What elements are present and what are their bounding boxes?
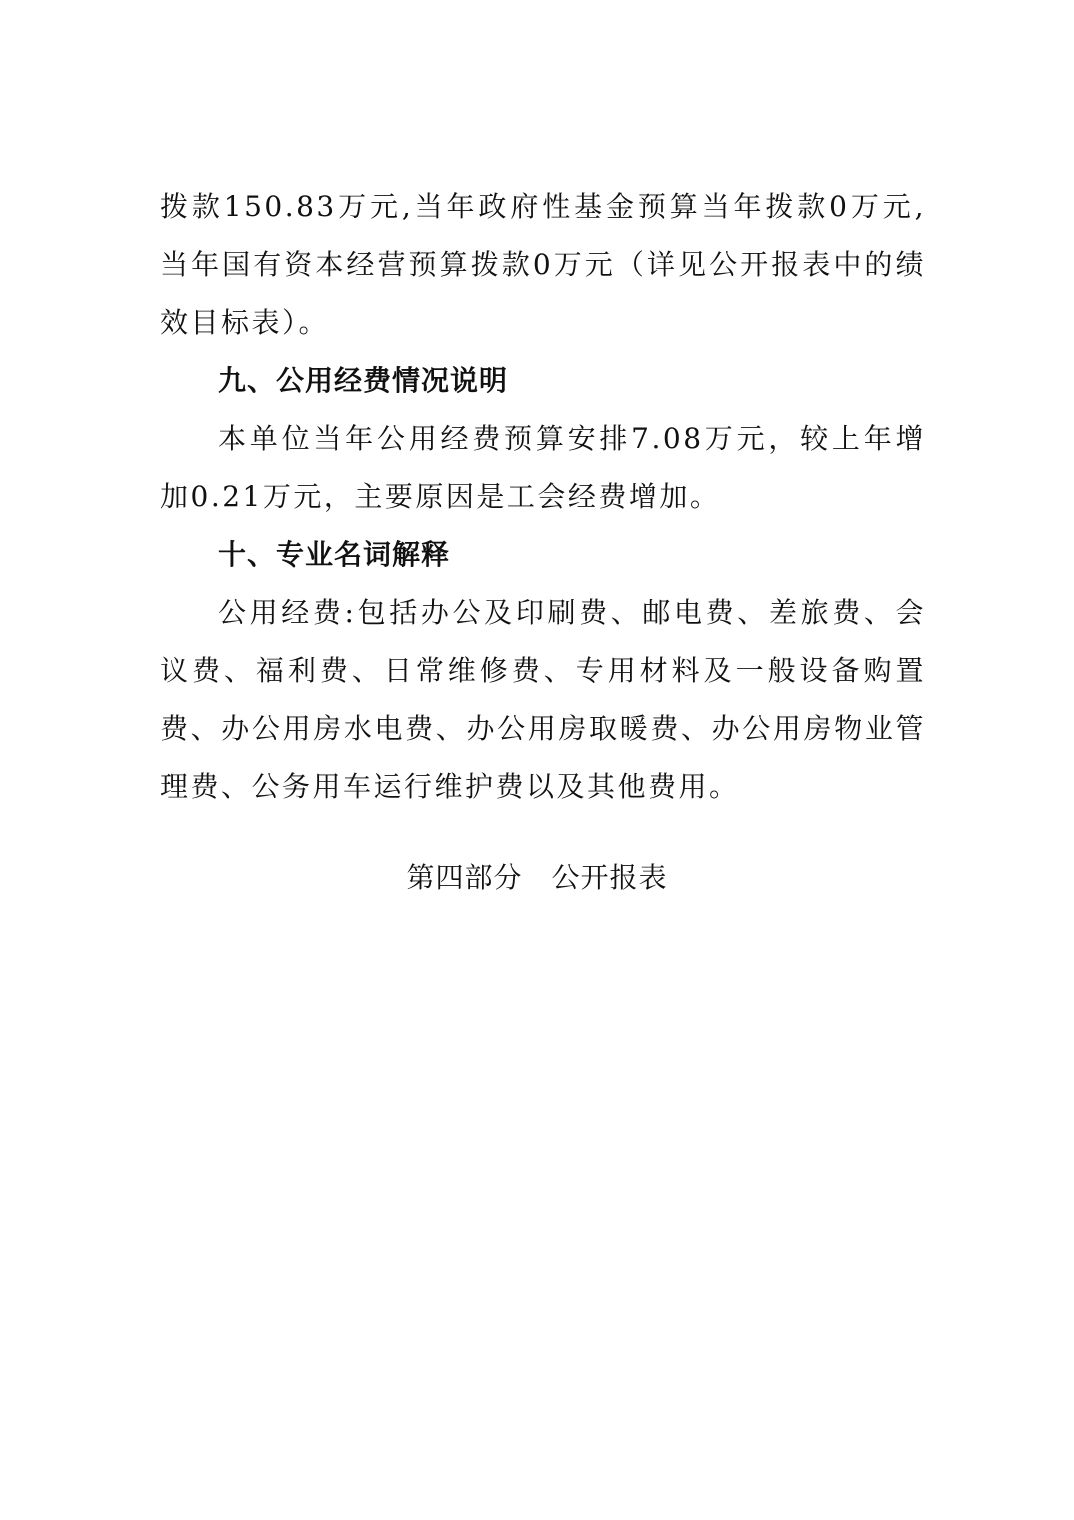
section-heading-terminology: 十、专业名词解释 [218,538,451,571]
part-title: 第四部分 公开报表 [406,861,668,894]
paragraph-funding-continuation: 拨款150.83万元,当年政府性基金预算当年拨款0万元,当年国有资本经营预算拨款0万元（详见公开报表中的绩效目标表）。 [160,190,926,339]
paragraph-terminology: 公用经费:包括办公及印刷费、邮电费、差旅费、会议费、福利费、日常维修费、专用材料及一般设备购置费、办公用房水电费、办公用房取暖费、办公用房物业管理费、公务用车运行维护费以及其他费用。 [160,596,926,803]
section-heading-public-funds: 九、公用经费情况说明 [218,364,509,397]
document-body [160,178,926,816]
paragraph-public-funds: 本单位当年公用经费预算安排7.08万元，较上年增加0.21万元，主要原因是工会经费增加。 [160,422,926,513]
